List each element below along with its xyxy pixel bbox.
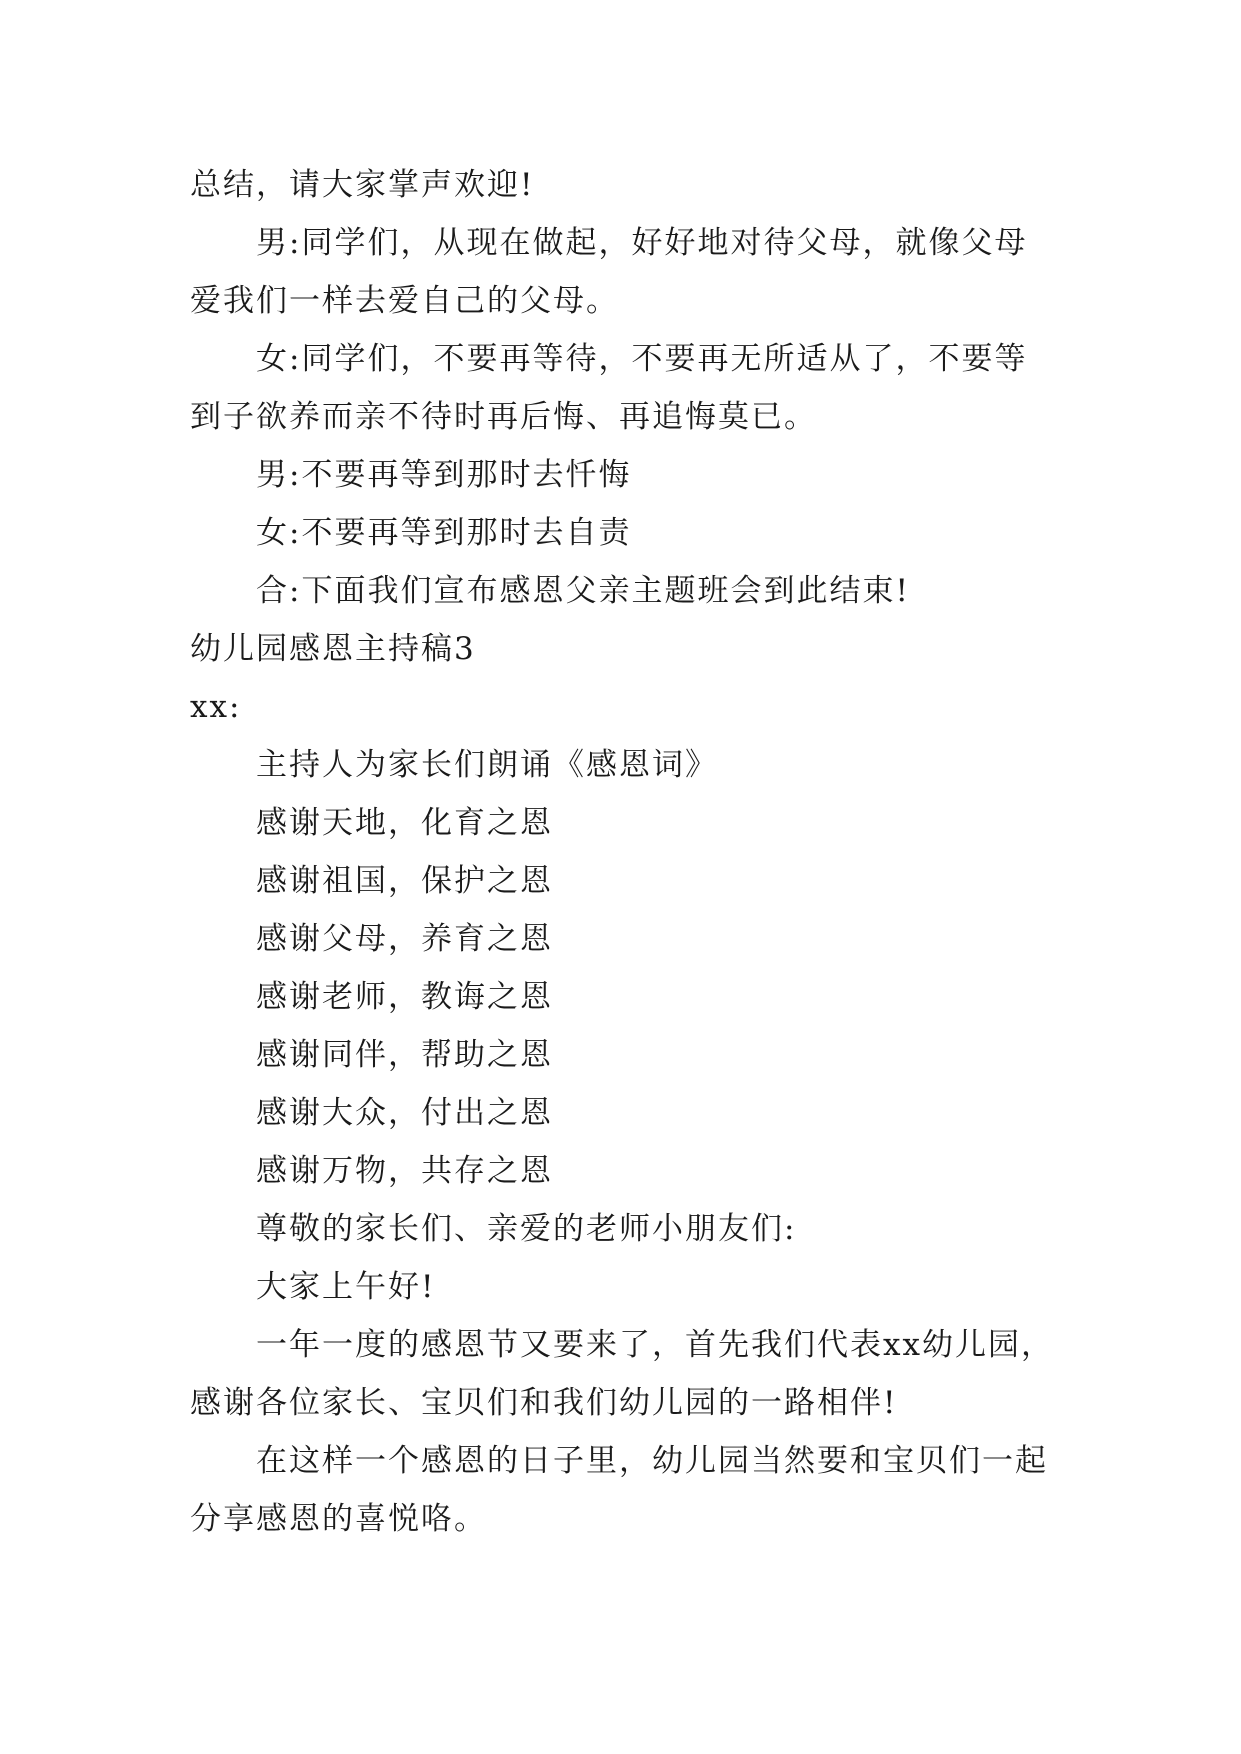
text-line: 尊敬的家长们、亲爱的老师小朋友们:	[256, 1211, 797, 1247]
text-line: 女:不要再等到那时去自责	[256, 515, 632, 551]
text-line: 合:下面我们宣布感恩父亲主题班会到此结束!	[256, 573, 910, 609]
text-line: 主持人为家长们朗诵《感恩词》	[256, 747, 718, 783]
text-line: 爱我们一样去爱自己的父母。	[190, 283, 619, 319]
text-line: 分享感恩的喜悦咯。	[190, 1501, 487, 1537]
text-line: 感谢各位家长、宝贝们和我们幼儿园的一路相伴!	[190, 1385, 898, 1421]
text-line: 女:同学们，不要再等待，不要再无所适从了，不要等	[256, 341, 1028, 377]
text-line: xx:	[190, 689, 242, 725]
text-line: 总结，请大家掌声欢迎!	[190, 167, 535, 203]
text-line: 感谢万物，共存之恩	[256, 1153, 553, 1189]
text-line: 感谢祖国，保护之恩	[256, 863, 553, 899]
text-line: 到子欲养而亲不待时再后悔、再追悔莫已。	[190, 399, 817, 435]
text-line: 大家上午好!	[256, 1269, 436, 1305]
text-line: 感谢父母，养育之恩	[256, 921, 553, 957]
text-line: 感谢大众，付出之恩	[256, 1095, 553, 1131]
text-line: 一年一度的感恩节又要来了，首先我们代表xx幼儿园，	[256, 1327, 1054, 1363]
text-line: 感谢同伴，帮助之恩	[256, 1037, 553, 1073]
text-line: 男:不要再等到那时去忏悔	[256, 457, 632, 493]
text-line: 感谢天地，化育之恩	[256, 805, 553, 841]
text-line: 感谢老师，教诲之恩	[256, 979, 553, 1015]
text-line: 在这样一个感恩的日子里，幼儿园当然要和宝贝们一起	[256, 1443, 1048, 1479]
text-line: 男:同学们，从现在做起，好好地对待父母，就像父母	[256, 225, 1028, 261]
section-heading: 幼儿园感恩主持稿3	[190, 631, 476, 667]
